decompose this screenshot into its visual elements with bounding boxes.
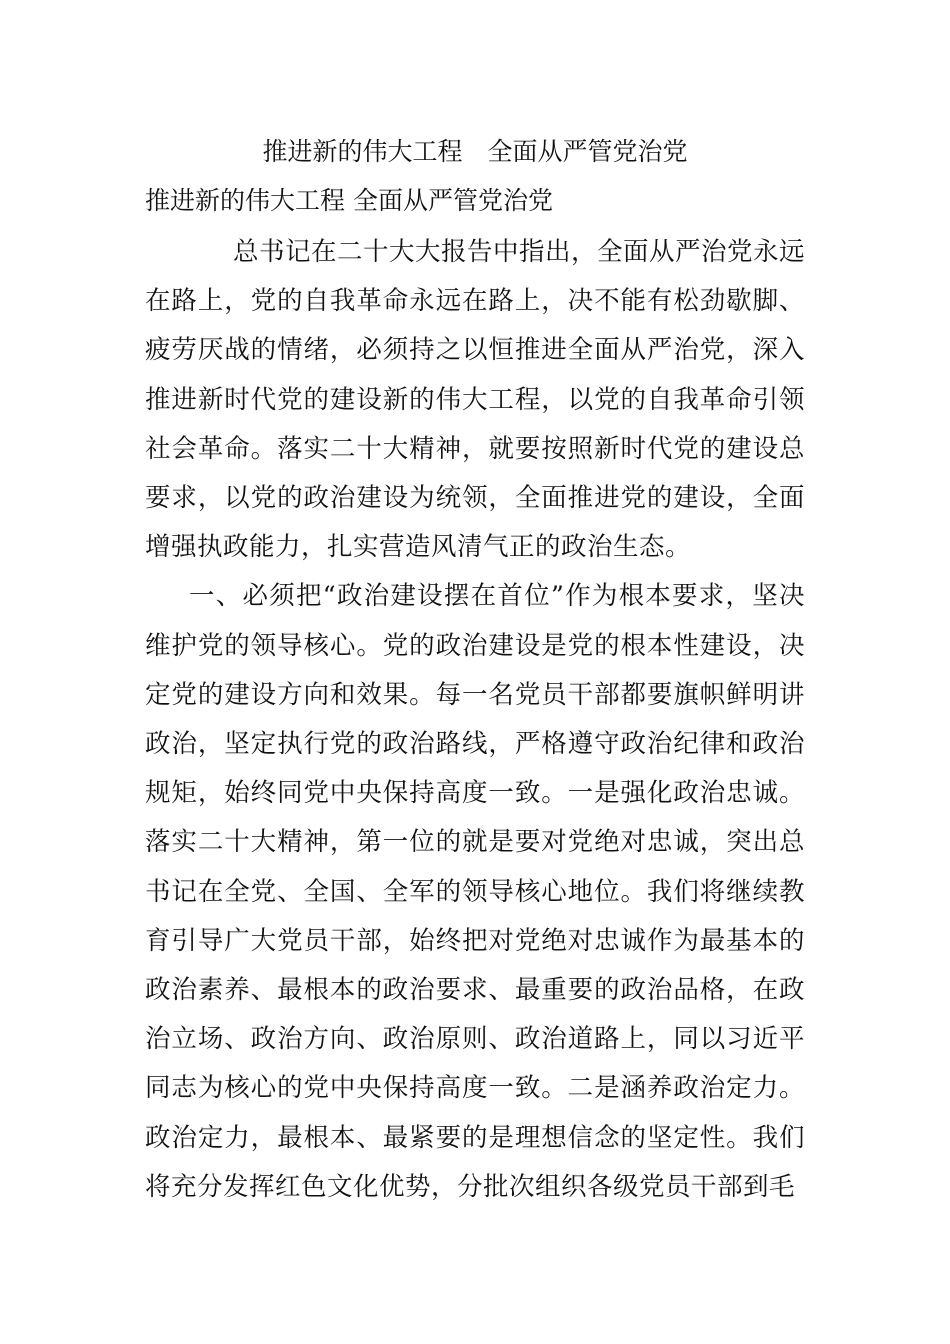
document-subtitle: 推进新的伟大工程 全面从严管党治党 (145, 186, 553, 215)
paragraph-section-one: 一、必须把“政治建设摆在首位”作为根本要求，坚决维护党的领导核心。党的政治建设是党的根本性建设，决定党的建设方向和效果。每一名党员干部都要旗帜鲜明讲政治，坚定执行党的政治路线，严格遵守政治纪律和政治规矩，始终同党中央保持高度一致。一是强化政治忠诚。落实二十大精神，第一位的就是要对党绝对忠诚，突出总书记在全党、全国、全军的领导核心地位。我们将继续教育引导广大党员干部，始终把对党绝对忠诚作为最基本的政治素养、最根本的政治要求、最重要的政治品格，在政治立场、政治方向、政治原则、政治道路上，同以习近平同志为核心的党中央保持高度一致。二是涵养政治定力。政治定力，最根本、最紧要的是理想信念的坚定性。我们将充分发挥红色文化优势，分批次组织各级党员干部到毛 (145, 581, 805, 1202)
document-title: 推进新的伟大工程 全面从严管党治党 (262, 137, 688, 166)
document-body (145, 228, 805, 1212)
paragraph-intro: 总书记在二十大大报告中指出，全面从严治党永远在路上，党的自我革命永远在路上，决不能有松劲歇脚、疲劳厌战的情绪，必须持之以恒推进全面从严治党，深入推进新时代党的建设新的伟大工程，以党的自我革命引领社会革命。落实二十大精神，就要按照新时代党的建设总要求，以党的政治建设为统领，全面推进党的建设，全面增强执政能力，扎实营造风清气正的政治生态。 (145, 237, 806, 563)
